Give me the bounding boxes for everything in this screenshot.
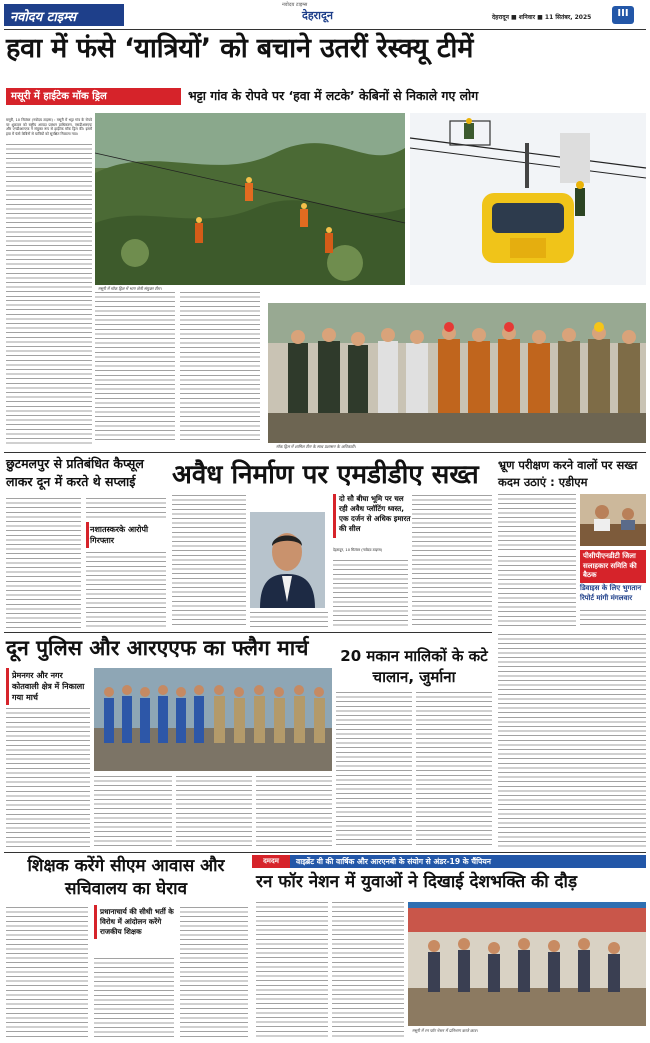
run-for-nation-photo [408, 902, 646, 1026]
capsule-story-tag: नशातस्करके आरोपी गिरफ्तार [86, 522, 169, 548]
capsule-story-text-2 [86, 498, 166, 518]
page-number-badge [612, 6, 634, 24]
marathon-headline: रन फॉर नेशन में युवाओं ने दिखाई देशभक्ति की दौड़ [256, 872, 578, 892]
adm-text-1 [498, 494, 576, 552]
section-name: देहरादून [302, 9, 333, 22]
paper-name: नवोदय टाइम्स [10, 10, 77, 25]
mock-drill-hillside-photo [95, 113, 405, 285]
masthead [0, 0, 650, 30]
flag-march-headline: दून पुलिस और आरएएफ का फ्लैग मार्च [6, 636, 309, 660]
flag-march-text-1 [6, 708, 90, 848]
capsule-story-headline: छुटमलपुर से प्रतिबंधित कैप्सूल लाकर दून में करते थे सप्लाई [6, 456, 144, 489]
masthead-date: देहरादून ■ शनिवार ■ 11 सितंबर, 2025 [492, 14, 592, 21]
adm-text-2 [498, 556, 576, 628]
photo-caption-1: मसूरी में मॉक ड्रिल में भाग लेती संयुक्त टीम। [98, 286, 162, 291]
masthead-small-text: नवोदय टाइम्स [282, 2, 308, 8]
capsule-story-text-3 [86, 552, 166, 628]
divider-3 [4, 852, 646, 853]
flag-march-tag: प्रेमनगर और नगर कोतवाली क्षेत्र में निकाला गया मार्च [6, 668, 90, 705]
marathon-label: दमदम [252, 855, 290, 868]
marathon-text-2 [332, 902, 404, 1037]
lead-tag: मसूरी में हाईटेक मॉक ड्रिल [6, 88, 181, 105]
protest-text-3 [180, 907, 248, 1037]
photo-caption-3: मसूरी में रन फॉर नेशन में प्रतिभाग करते छात्र। [412, 1028, 478, 1033]
adm-tag: पीसीपीएनडीटी जिला सलाहकार समिति की बैठक [580, 550, 646, 583]
lead-column-text [6, 144, 92, 298]
page-number: III [617, 8, 629, 19]
lead-headline: हवा में फंसे ‘यात्रियों’ को बचाने उतरीं रेस्क्यू टीमें [6, 33, 474, 64]
marathon-banner-bar [252, 855, 646, 868]
mdda-text-col-1 [172, 495, 246, 628]
capsule-story-text [6, 498, 81, 628]
masthead-logo-box [4, 4, 124, 26]
photo-caption-2: मॉक ड्रिल में शामिल टीम के साथ प्रशासन के अधिकारी। [276, 444, 356, 449]
divider-2 [4, 632, 492, 633]
mdda-subhead-box [333, 494, 414, 538]
adm-text-3 [580, 610, 646, 628]
flag-march-photo [94, 668, 332, 771]
flag-march-text-2 [94, 776, 172, 848]
mdda-headline: अवैध निर्माण पर एमडीडीए सख्त [172, 460, 479, 490]
mdda-text-col-4 [412, 495, 492, 628]
protest-text-1 [6, 907, 88, 1037]
adm-text-4 [498, 634, 646, 848]
lead-text-col-2 [6, 300, 92, 444]
marathon-text-1 [256, 902, 328, 1037]
flag-march-text-3 [176, 776, 252, 848]
challan-text-1 [336, 692, 412, 848]
flag-march-text-4 [256, 776, 332, 848]
mdda-text-col-3 [333, 560, 408, 628]
masthead-rule [4, 29, 646, 30]
officials-group-photo [268, 303, 646, 443]
lead-text-col-4 [180, 292, 260, 444]
mdda-text-col-2 [250, 612, 328, 628]
lead-subhead: भट्टा गांव के रोपवे पर ‘हवा में लटके’ केबिनों से निकाले गए लोग [188, 88, 479, 103]
adm-meeting-photo [580, 494, 646, 546]
adm-pullquote: डिवाइस के लिए भुगतान रिपोर्ट मांगी मंगलवार [580, 584, 642, 602]
marathon-banner: वाइब्रेंट वी की वार्षिक और आरएनबी के संयोग से अंडर-19 के चैंपियन [296, 857, 491, 866]
adm-headline: भ्रूण परीक्षण करने वालों पर सख्त कदम उठाएं : एडीएम [498, 458, 638, 489]
protest-text-2 [94, 958, 174, 1037]
mdda-official-portrait [250, 512, 325, 608]
divider-1 [4, 452, 646, 453]
challan-headline: 20 मकान मालिकों के कटे चालान, जुर्माना [340, 647, 488, 686]
mdda-byline: देहरादून, 10 सितंबर (नवोदय टाइम्स) [333, 548, 383, 552]
lead-paragraph: मसूरी, 10 सितंबर (नवोदय टाइम्स) : मसूरी में भट्टा गांव के रोपवे पर शुक्रवार को राष्ट्रीय आपदा प्रबंधन प्राधिकरण, एसडीआरएफ और एनडीआरएफ ने संयुक्त रूप से हाईटेक मॉक ड्रिल की। इसमें हवा में फंसे केबिनों से यात्रियों को सुरक्षित निकाला गया। [6, 118, 94, 136]
lead-text-col-3 [95, 292, 175, 444]
ropeway-cabin-photo [410, 113, 646, 285]
protest-headline: शिक्षक करेंगे सीएम आवास और सचिवालय का घेराव [27, 856, 225, 899]
protest-tag: प्रधानाचार्य की सीधी भर्ती के विरोध में आंदोलन करेंगे राजकीय शिक्षक [94, 905, 174, 939]
mdda-subhead: दो सौ बीघा भूमि पर चल रही अवैध प्लॉटिंग ध्वस्त, एक दर्जन से अधिक इमारत की सील [339, 494, 411, 533]
challan-text-2 [416, 692, 492, 848]
